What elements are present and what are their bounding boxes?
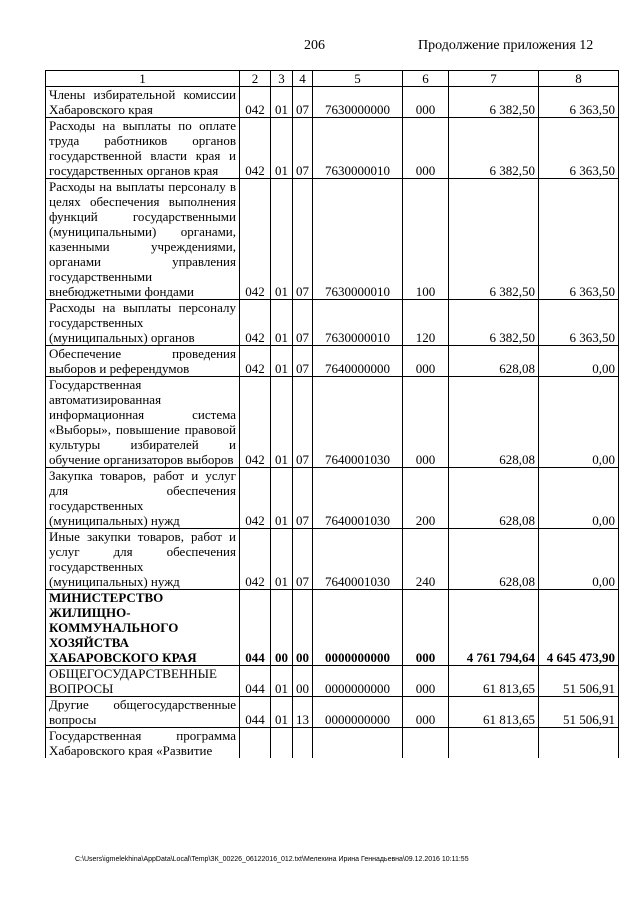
subsection-code: 00 [293, 666, 313, 697]
table-row [46, 87, 619, 118]
ministry-code: 044 [240, 666, 271, 697]
table-row-ministry-total [46, 590, 619, 666]
expense-type-code: 000 [403, 118, 449, 179]
amount-col-7: 6 382,50 [449, 87, 539, 118]
section-code [271, 728, 293, 759]
expense-name: ОБЩЕГОСУДАРСТВЕННЫЕ ВОПРОСЫ [46, 666, 240, 697]
expense-name: Другие общегосударственные вопросы [46, 697, 240, 728]
amount-col-7: 628,08 [449, 346, 539, 377]
amount-col-8: 0,00 [539, 346, 619, 377]
amount-col-7: 4 761 794,64 [449, 590, 539, 666]
subsection-code: 13 [293, 697, 313, 728]
section-code: 01 [271, 468, 293, 529]
section-code: 01 [271, 666, 293, 697]
target-article-code [313, 728, 403, 759]
table-row [46, 118, 619, 179]
table-row [46, 529, 619, 590]
amount-col-8: 6 363,50 [539, 87, 619, 118]
target-article-code: 7630000010 [313, 118, 403, 179]
ministry-code: 042 [240, 87, 271, 118]
ministry-code [240, 728, 271, 759]
ministry-code: 042 [240, 179, 271, 300]
subsection-code [293, 728, 313, 759]
table-row [46, 468, 619, 529]
column-header: 8 [539, 71, 619, 87]
expense-name: МИНИСТЕРСТВО ЖИЛИЩНО-КОММУНАЛЬНОГО ХОЗЯЙСТВА ХАБАРОВСКОГО КРАЯ [46, 590, 240, 666]
amount-col-8: 51 506,91 [539, 697, 619, 728]
expense-name: Члены избирательной комиссии Хабаровского края [46, 87, 240, 118]
expense-type-code: 000 [403, 666, 449, 697]
column-header: 3 [271, 71, 293, 87]
target-article-code: 7640001030 [313, 529, 403, 590]
amount-col-7: 6 382,50 [449, 300, 539, 346]
section-code: 01 [271, 377, 293, 468]
amount-col-7: 6 382,50 [449, 179, 539, 300]
amount-col-8: 6 363,50 [539, 179, 619, 300]
table-row [46, 346, 619, 377]
ministry-code: 042 [240, 346, 271, 377]
ministry-code: 042 [240, 468, 271, 529]
amount-col-8: 0,00 [539, 377, 619, 468]
expense-type-code: 000 [403, 346, 449, 377]
amount-col-8: 6 363,50 [539, 300, 619, 346]
column-header: 7 [449, 71, 539, 87]
table-row [46, 697, 619, 728]
expense-type-code: 000 [403, 87, 449, 118]
section-code: 00 [271, 590, 293, 666]
expense-type-code: 120 [403, 300, 449, 346]
section-code: 01 [271, 118, 293, 179]
table-row [46, 179, 619, 300]
table-row [46, 666, 619, 697]
expense-name: Иные закупки товаров, работ и услуг для обеспечения государственных (муниципальных) нужд [46, 529, 240, 590]
budget-table [45, 70, 619, 758]
ministry-code: 042 [240, 529, 271, 590]
amount-col-7 [449, 728, 539, 759]
ministry-code: 042 [240, 118, 271, 179]
target-article-code: 7630000010 [313, 300, 403, 346]
column-number-row [46, 71, 619, 87]
target-article-code: 0000000000 [313, 697, 403, 728]
amount-col-7: 628,08 [449, 377, 539, 468]
target-article-code: 0000000000 [313, 666, 403, 697]
target-article-code: 0000000000 [313, 590, 403, 666]
subsection-code: 07 [293, 179, 313, 300]
subsection-code: 07 [293, 300, 313, 346]
target-article-code: 7640001030 [313, 377, 403, 468]
expense-name: Государственная автоматизированная информационная система «Выборы», повышение правовой культуры избирателей и обучение организаторов выборов [46, 377, 240, 468]
column-header: 4 [293, 71, 313, 87]
appendix-continuation-label: Продолжение приложения 12 [418, 38, 594, 53]
section-code: 01 [271, 529, 293, 590]
subsection-code: 07 [293, 377, 313, 468]
table-row [46, 377, 619, 468]
amount-col-8: 4 645 473,90 [539, 590, 619, 666]
subsection-code: 07 [293, 346, 313, 377]
subsection-code: 00 [293, 590, 313, 666]
target-article-code: 7630000000 [313, 87, 403, 118]
amount-col-8 [539, 728, 619, 759]
column-header: 2 [240, 71, 271, 87]
amount-col-7: 6 382,50 [449, 118, 539, 179]
amount-col-7: 61 813,65 [449, 697, 539, 728]
amount-col-7: 61 813,65 [449, 666, 539, 697]
page-number: 206 [304, 38, 325, 53]
amount-col-8: 0,00 [539, 529, 619, 590]
ministry-code: 042 [240, 377, 271, 468]
section-code: 01 [271, 346, 293, 377]
section-code: 01 [271, 697, 293, 728]
expense-type-code: 200 [403, 468, 449, 529]
expense-type-code: 000 [403, 377, 449, 468]
expense-type-code: 000 [403, 697, 449, 728]
column-header: 5 [313, 71, 403, 87]
expense-type-code: 240 [403, 529, 449, 590]
expense-name: Закупка товаров, работ и услуг для обеспечения государственных (муниципальных) нужд [46, 468, 240, 529]
amount-col-8: 0,00 [539, 468, 619, 529]
amount-col-7: 628,08 [449, 529, 539, 590]
table-row-continued [46, 728, 619, 759]
subsection-code: 07 [293, 118, 313, 179]
amount-col-8: 6 363,50 [539, 118, 619, 179]
amount-col-7: 628,08 [449, 468, 539, 529]
expense-type-code: 100 [403, 179, 449, 300]
ministry-code: 044 [240, 590, 271, 666]
section-code: 01 [271, 179, 293, 300]
column-header: 1 [46, 71, 240, 87]
target-article-code: 7640001030 [313, 468, 403, 529]
amount-col-8: 51 506,91 [539, 666, 619, 697]
ministry-code: 044 [240, 697, 271, 728]
expense-name: Расходы на выплаты персоналу в целях обеспечения выполнения функций государственными (муниципальными) органами, казенными учреждениями, органами управления государственными внебюджетными фондами [46, 179, 240, 300]
table-row [46, 300, 619, 346]
subsection-code: 07 [293, 529, 313, 590]
section-code: 01 [271, 300, 293, 346]
expense-name: Расходы на выплаты по оплате труда работников органов государственной власти края и государственных органов края [46, 118, 240, 179]
expense-name: Обеспечение проведения выборов и референдумов [46, 346, 240, 377]
expense-name: Расходы на выплаты персоналу государственных (муниципальных) органов [46, 300, 240, 346]
expense-type-code [403, 728, 449, 759]
subsection-code: 07 [293, 468, 313, 529]
subsection-code: 07 [293, 87, 313, 118]
file-path-footer: C:\Users\igmelekhina\AppData\Local\Temp\ЗК_00226_06122016_012.txt\Мелехина Ирина Геннадьевна\09.12.2016 10:11:55 [75, 856, 469, 863]
section-code: 01 [271, 87, 293, 118]
target-article-code: 7640000000 [313, 346, 403, 377]
column-header: 6 [403, 71, 449, 87]
target-article-code: 7630000010 [313, 179, 403, 300]
ministry-code: 042 [240, 300, 271, 346]
expense-type-code: 000 [403, 590, 449, 666]
expense-name: Государственная программа Хабаровского края «Развитие [46, 728, 240, 759]
